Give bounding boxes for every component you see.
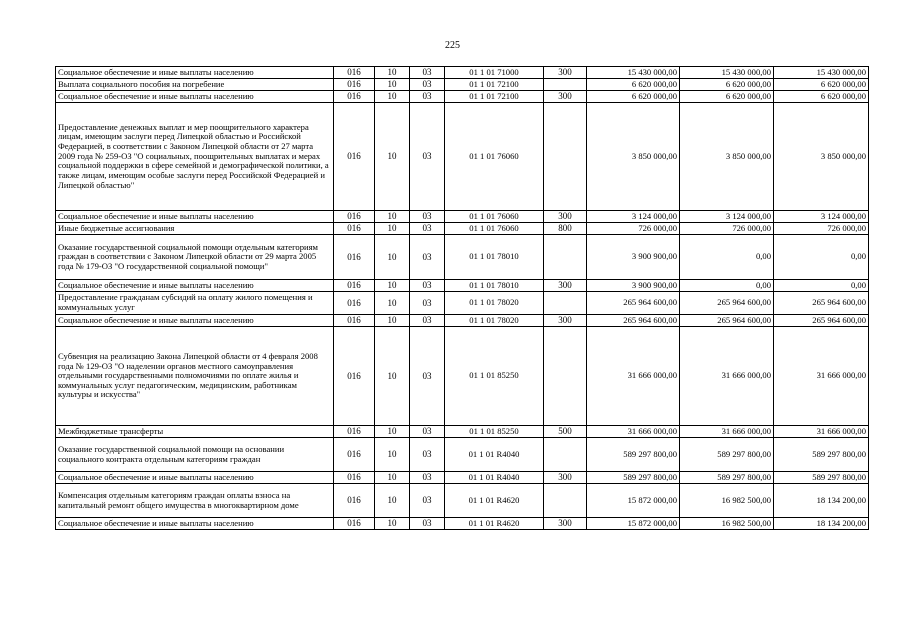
table-row — [56, 292, 869, 315]
row-name: Социальное обеспечение и иные выплаты населению — [56, 67, 334, 79]
row-sum-1: 6 620 000,00 — [587, 91, 680, 103]
row-razdel: 10 — [375, 472, 410, 484]
row-sum-1: 15 872 000,00 — [587, 518, 680, 530]
row-sum-2: 0,00 — [680, 280, 774, 292]
row-sum-1: 726 000,00 — [587, 223, 680, 235]
row-podrazdel: 03 — [410, 484, 445, 518]
row-target-article: 01 1 01 76060 — [445, 103, 544, 211]
table-row — [56, 67, 869, 79]
row-target-article: 01 1 01 72100 — [445, 79, 544, 91]
row-sum-3: 6 620 000,00 — [774, 79, 869, 91]
row-podrazdel: 03 — [410, 280, 445, 292]
row-podrazdel: 03 — [410, 426, 445, 438]
row-target-article: 01 1 01 85250 — [445, 327, 544, 426]
row-grbs: 016 — [334, 327, 375, 426]
row-expense-type: 300 — [544, 211, 587, 223]
row-target-article: 01 1 01 R4620 — [445, 484, 544, 518]
row-razdel: 10 — [375, 438, 410, 472]
row-name: Социальное обеспечение и иные выплаты населению — [56, 91, 334, 103]
row-expense-type: 300 — [544, 67, 587, 79]
table-row — [56, 79, 869, 91]
row-sum-3: 31 666 000,00 — [774, 327, 869, 426]
row-sum-2: 31 666 000,00 — [680, 327, 774, 426]
row-expense-type — [544, 79, 587, 91]
row-sum-3: 31 666 000,00 — [774, 426, 869, 438]
row-razdel: 10 — [375, 223, 410, 235]
row-target-article: 01 1 01 76060 — [445, 211, 544, 223]
row-sum-2: 15 430 000,00 — [680, 67, 774, 79]
row-name: Социальное обеспечение и иные выплаты населению — [56, 518, 334, 530]
row-grbs: 016 — [334, 438, 375, 472]
row-name: Субвенция на реализацию Закона Липецкой области от 4 февраля 2008 года № 129-ОЗ "О наделении органов местного самоуправления отдельными государственными полномочиями по оплате жилья и коммунальных услуг педагогическим, медицинским, работникам культуры и искусства" — [56, 327, 334, 426]
table-row — [56, 91, 869, 103]
row-razdel: 10 — [375, 315, 410, 327]
row-sum-3: 18 134 200,00 — [774, 484, 869, 518]
row-grbs: 016 — [334, 472, 375, 484]
row-sum-1: 6 620 000,00 — [587, 79, 680, 91]
row-sum-3: 589 297 800,00 — [774, 438, 869, 472]
row-sum-1: 265 964 600,00 — [587, 315, 680, 327]
table-row — [56, 438, 869, 472]
row-expense-type — [544, 292, 587, 315]
row-sum-3: 15 430 000,00 — [774, 67, 869, 79]
row-grbs: 016 — [334, 292, 375, 315]
row-sum-3: 3 850 000,00 — [774, 103, 869, 211]
row-expense-type: 300 — [544, 315, 587, 327]
row-target-article: 01 1 01 71000 — [445, 67, 544, 79]
row-target-article: 01 1 01 72100 — [445, 91, 544, 103]
row-razdel: 10 — [375, 103, 410, 211]
row-name: Социальное обеспечение и иные выплаты населению — [56, 211, 334, 223]
row-expense-type — [544, 484, 587, 518]
row-sum-2: 3 124 000,00 — [680, 211, 774, 223]
row-razdel: 10 — [375, 426, 410, 438]
table-row — [56, 315, 869, 327]
row-expense-type: 300 — [544, 91, 587, 103]
row-expense-type: 300 — [544, 472, 587, 484]
row-expense-type — [544, 327, 587, 426]
row-podrazdel: 03 — [410, 472, 445, 484]
row-sum-2: 589 297 800,00 — [680, 438, 774, 472]
row-podrazdel: 03 — [410, 103, 445, 211]
row-sum-2: 31 666 000,00 — [680, 426, 774, 438]
row-podrazdel: 03 — [410, 67, 445, 79]
row-razdel: 10 — [375, 280, 410, 292]
row-expense-type: 300 — [544, 280, 587, 292]
row-target-article: 01 1 01 78020 — [445, 315, 544, 327]
row-sum-1: 3 124 000,00 — [587, 211, 680, 223]
row-podrazdel: 03 — [410, 292, 445, 315]
row-grbs: 016 — [334, 223, 375, 235]
row-sum-3: 3 124 000,00 — [774, 211, 869, 223]
row-podrazdel: 03 — [410, 223, 445, 235]
table-row — [56, 518, 869, 530]
row-sum-3: 6 620 000,00 — [774, 91, 869, 103]
row-target-article: 01 1 01 85250 — [445, 426, 544, 438]
table-row — [56, 484, 869, 518]
row-podrazdel: 03 — [410, 438, 445, 472]
row-grbs: 016 — [334, 484, 375, 518]
row-sum-1: 589 297 800,00 — [587, 472, 680, 484]
row-target-article: 01 1 01 R4040 — [445, 472, 544, 484]
row-target-article: 01 1 01 76060 — [445, 223, 544, 235]
row-name: Межбюджетные трансферты — [56, 426, 334, 438]
row-sum-2: 265 964 600,00 — [680, 292, 774, 315]
budget-table-body — [56, 67, 869, 530]
row-expense-type — [544, 235, 587, 280]
row-expense-type: 500 — [544, 426, 587, 438]
page-number: 225 — [445, 40, 460, 51]
row-razdel: 10 — [375, 67, 410, 79]
row-expense-type: 800 — [544, 223, 587, 235]
row-podrazdel: 03 — [410, 211, 445, 223]
row-razdel: 10 — [375, 484, 410, 518]
table-row — [56, 223, 869, 235]
row-sum-1: 589 297 800,00 — [587, 438, 680, 472]
table-row — [56, 472, 869, 484]
row-sum-2: 3 850 000,00 — [680, 103, 774, 211]
row-name: Социальное обеспечение и иные выплаты населению — [56, 315, 334, 327]
row-razdel: 10 — [375, 292, 410, 315]
table-row — [56, 426, 869, 438]
row-target-article: 01 1 01 78010 — [445, 280, 544, 292]
row-sum-1: 15 872 000,00 — [587, 484, 680, 518]
row-name: Оказание государственной социальной помощи на основании социального контракта отдельным категориям граждан — [56, 438, 334, 472]
row-razdel: 10 — [375, 211, 410, 223]
row-podrazdel: 03 — [410, 327, 445, 426]
table-row — [56, 280, 869, 292]
row-sum-2: 16 982 500,00 — [680, 518, 774, 530]
budget-table — [55, 66, 869, 530]
row-grbs: 016 — [334, 79, 375, 91]
row-sum-1: 3 900 900,00 — [587, 235, 680, 280]
row-target-article: 01 1 01 R4620 — [445, 518, 544, 530]
row-name: Социальное обеспечение и иные выплаты населению — [56, 280, 334, 292]
row-razdel: 10 — [375, 79, 410, 91]
row-grbs: 016 — [334, 426, 375, 438]
row-razdel: 10 — [375, 518, 410, 530]
row-grbs: 016 — [334, 280, 375, 292]
row-name: Оказание государственной социальной помощи отдельным категориям граждан в соответствии с Законом Липецкой области от 29 марта 2005 года № 179-ОЗ "О государственной социальной помощи" — [56, 235, 334, 280]
row-target-article: 01 1 01 78010 — [445, 235, 544, 280]
row-sum-2: 589 297 800,00 — [680, 472, 774, 484]
row-sum-2: 265 964 600,00 — [680, 315, 774, 327]
row-sum-3: 726 000,00 — [774, 223, 869, 235]
row-sum-3: 265 964 600,00 — [774, 292, 869, 315]
row-grbs: 016 — [334, 91, 375, 103]
row-podrazdel: 03 — [410, 235, 445, 280]
row-sum-2: 6 620 000,00 — [680, 91, 774, 103]
row-name: Компенсация отдельным категориям граждан оплаты взноса на капитальный ремонт общего имущества в многоквартирном доме — [56, 484, 334, 518]
row-expense-type — [544, 438, 587, 472]
row-sum-1: 15 430 000,00 — [587, 67, 680, 79]
table-row — [56, 211, 869, 223]
row-expense-type — [544, 103, 587, 211]
row-sum-3: 0,00 — [774, 235, 869, 280]
row-name: Иные бюджетные ассигнования — [56, 223, 334, 235]
row-podrazdel: 03 — [410, 315, 445, 327]
row-name: Социальное обеспечение и иные выплаты населению — [56, 472, 334, 484]
row-sum-1: 265 964 600,00 — [587, 292, 680, 315]
row-grbs: 016 — [334, 67, 375, 79]
row-sum-1: 3 850 000,00 — [587, 103, 680, 211]
row-grbs: 016 — [334, 211, 375, 223]
row-sum-1: 31 666 000,00 — [587, 426, 680, 438]
row-expense-type: 300 — [544, 518, 587, 530]
table-row — [56, 103, 869, 211]
row-grbs: 016 — [334, 235, 375, 280]
table-row — [56, 327, 869, 426]
row-sum-3: 589 297 800,00 — [774, 472, 869, 484]
row-name: Предоставление гражданам субсидий на оплату жилого помещения и коммунальных услуг — [56, 292, 334, 315]
row-sum-2: 726 000,00 — [680, 223, 774, 235]
row-razdel: 10 — [375, 235, 410, 280]
row-sum-2: 0,00 — [680, 235, 774, 280]
row-sum-2: 16 982 500,00 — [680, 484, 774, 518]
row-grbs: 016 — [334, 315, 375, 327]
row-grbs: 016 — [334, 103, 375, 211]
row-target-article: 01 1 01 R4040 — [445, 438, 544, 472]
row-name: Предоставление денежных выплат и мер поощрительного характера лицам, имеющим заслуги перед Липецкой областью и Российской Федерацией, в соответствии с Законом Липецкой области от 27 марта 2009 года № 259-ОЗ "О социальных, поощрительных выплатах и мерах социальной поддержки в сфере семейной и демографической политики, а также лицам, имеющим особые заслуги перед Российской Федерацией и Липецкой областью" — [56, 103, 334, 211]
row-name: Выплата социального пособия на погребение — [56, 79, 334, 91]
row-razdel: 10 — [375, 91, 410, 103]
row-sum-3: 0,00 — [774, 280, 869, 292]
row-grbs: 016 — [334, 518, 375, 530]
row-target-article: 01 1 01 78020 — [445, 292, 544, 315]
row-podrazdel: 03 — [410, 518, 445, 530]
row-razdel: 10 — [375, 327, 410, 426]
row-sum-2: 6 620 000,00 — [680, 79, 774, 91]
row-sum-1: 3 900 900,00 — [587, 280, 680, 292]
row-podrazdel: 03 — [410, 91, 445, 103]
row-sum-1: 31 666 000,00 — [587, 327, 680, 426]
row-podrazdel: 03 — [410, 79, 445, 91]
row-sum-3: 18 134 200,00 — [774, 518, 869, 530]
row-sum-3: 265 964 600,00 — [774, 315, 869, 327]
table-row — [56, 235, 869, 280]
